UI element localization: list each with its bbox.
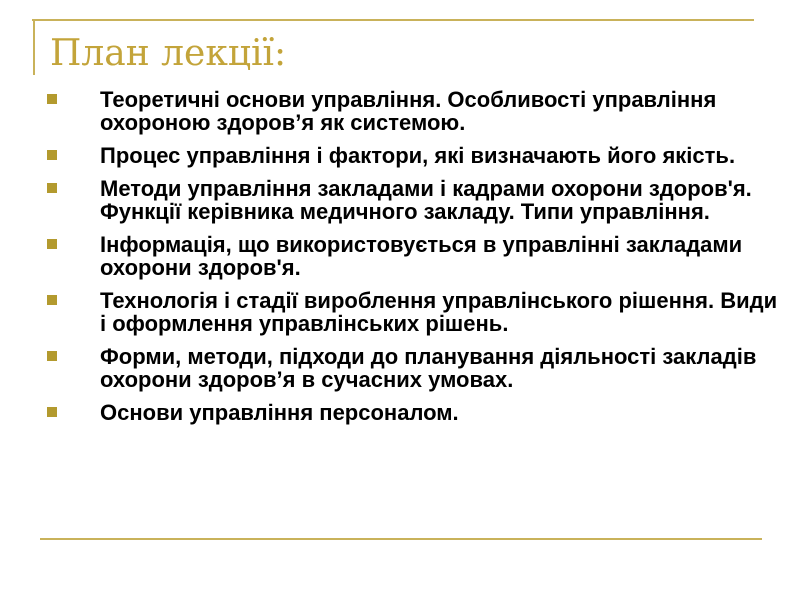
bullet-text: Форми, методи, підходи до планування діяльності закладів охорони здоров’я в сучасних умовах. — [100, 344, 757, 392]
bullet-item — [44, 345, 784, 391]
bullet-text: Методи управління закладами і кадрами охорони здоров'я. Функції керівника медичного закладу. Типи управління. — [100, 176, 752, 224]
bullet-text: Технологія і стадії вироблення управлінського рішення. Види і оформлення управлінських рішень. — [100, 288, 778, 336]
bullet-item — [44, 144, 784, 167]
bullet-text: Основи управління персоналом. — [100, 400, 459, 425]
top-rule — [32, 19, 754, 21]
slide-title: План лекції: — [50, 33, 287, 74]
square-bullet-icon — [47, 295, 57, 305]
bullet-text: Процес управління і фактори, які визначають його якість. — [100, 143, 736, 168]
square-bullet-icon — [47, 150, 57, 160]
bottom-rule — [40, 538, 762, 540]
bullet-text: Інформація, що використовується в управлінні закладами охорони здоров'я. — [100, 232, 743, 280]
bullet-item — [44, 233, 784, 279]
bullet-item — [44, 401, 784, 424]
square-bullet-icon — [47, 94, 57, 104]
bullet-item — [44, 177, 784, 223]
square-bullet-icon — [47, 183, 57, 193]
left-accent-rule — [33, 19, 35, 75]
bullet-item — [44, 88, 784, 134]
bullet-text: Теоретичні основи управління. Особливості управління охороною здоров’я як системою. — [100, 87, 717, 135]
square-bullet-icon — [47, 351, 57, 361]
bullet-list — [44, 88, 784, 434]
square-bullet-icon — [47, 407, 57, 417]
square-bullet-icon — [47, 239, 57, 249]
bullet-item — [44, 289, 784, 335]
